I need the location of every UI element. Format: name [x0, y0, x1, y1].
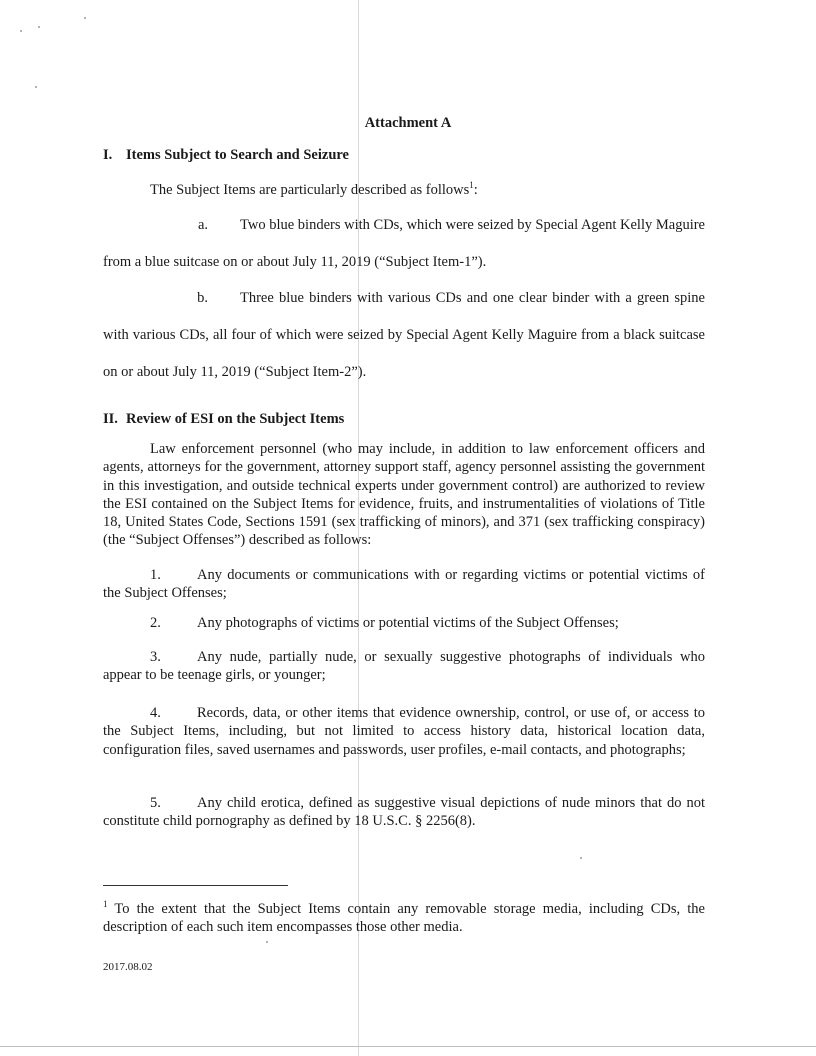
item-text: Any child erotica, defined as suggestive visual depictions of nude minors that do not constitute child pornography as defined by 18 U.S.C. § 2256(8).: [103, 795, 705, 830]
list-item-label: b.: [197, 290, 208, 306]
list-item-a: [103, 207, 705, 281]
scan-speck: [580, 857, 582, 859]
list-item-b: [103, 280, 705, 391]
scan-speck: [20, 30, 22, 32]
numbered-item-3: [103, 648, 705, 685]
item-number: 3.: [150, 649, 161, 665]
list-item-text: Three blue binders with various CDs and one clear binder with a green spine with various CDs, all four of which were seized by Special Agent Kelly Maguire from a black suitcase on or about July 11, 2019 (“Subject Item-2”).: [103, 290, 705, 380]
scan-speck: [266, 941, 268, 943]
section-2-intro: Law enforcement personnel (who may include, in addition to law enforcement officers and agents, attorneys for the government, attorney support staff, agency personnel assisting the government in this investigation, and outside technical experts under government control) are authorized to review the ESI contained on the Subject Items for evidence, fruits, and instrumentalities of violations of Title 18, United States Code, Sections 1591 (sex trafficking of minors), and 371 (sex trafficking conspiracy) (the “Subject Offenses”) described as follows:: [103, 441, 705, 549]
section-1-intro: [150, 180, 478, 199]
numbered-item-2: [103, 614, 705, 632]
section-1-intro-text: The Subject Items are particularly described as follows: [150, 181, 470, 198]
section-2-title: Review of ESI on the Subject Items: [126, 411, 345, 427]
footnote-separator: [103, 885, 288, 886]
footnote: [103, 895, 705, 936]
scan-bottom-edge: [0, 1046, 816, 1047]
item-text: Any documents or communications with or regarding victims or potential victims of the Subject Offenses;: [103, 567, 705, 602]
section-2-heading: [103, 411, 344, 428]
item-number: 5.: [150, 795, 161, 811]
document-id: 2017.08.02: [103, 961, 153, 973]
footnote-text: To the extent that the Subject Items contain any removable storage media, including CDs, the description of each such item encompasses those other media.: [103, 900, 705, 936]
item-number: 1.: [150, 567, 161, 583]
footnote-mark: 1: [103, 899, 108, 909]
numbered-item-5: [103, 794, 705, 831]
item-text: Records, data, or other items that evidence ownership, control, or use of, or access to the Subject Items, including, but not limited to access history data, historical location data, configuration files, saved usernames and passwords, user profiles, e-mail contacts, and photographs;: [103, 705, 705, 758]
numbered-item-4: [103, 704, 705, 759]
list-item-label: a.: [197, 217, 208, 233]
item-text: Any photographs of victims or potential victims of the Subject Offenses;: [197, 615, 619, 631]
scan-speck: [38, 26, 40, 28]
item-text: Any nude, partially nude, or sexually suggestive photographs of individuals who appear to be teenage girls, or younger;: [103, 649, 705, 684]
item-number: 2.: [150, 615, 161, 631]
footnote-reference: 1: [469, 180, 474, 190]
scan-speck: [84, 17, 86, 19]
section-1-number: I.: [103, 147, 113, 163]
section-1-heading: [103, 147, 349, 164]
section-1-intro-colon: :: [473, 181, 478, 198]
scan-speck: [35, 86, 37, 88]
list-item-text: Two blue binders with CDs, which were seized by Special Agent Kelly Maguire from a blue suitcase on or about July 11, 2019 (“Subject Item-1”).: [103, 217, 705, 270]
section-1-title: Items Subject to Search and Seizure: [126, 147, 349, 163]
numbered-item-1: [103, 566, 705, 603]
item-number: 4.: [150, 705, 161, 721]
section-2-number: II.: [103, 411, 118, 427]
page-title: Attachment A: [364, 115, 452, 131]
